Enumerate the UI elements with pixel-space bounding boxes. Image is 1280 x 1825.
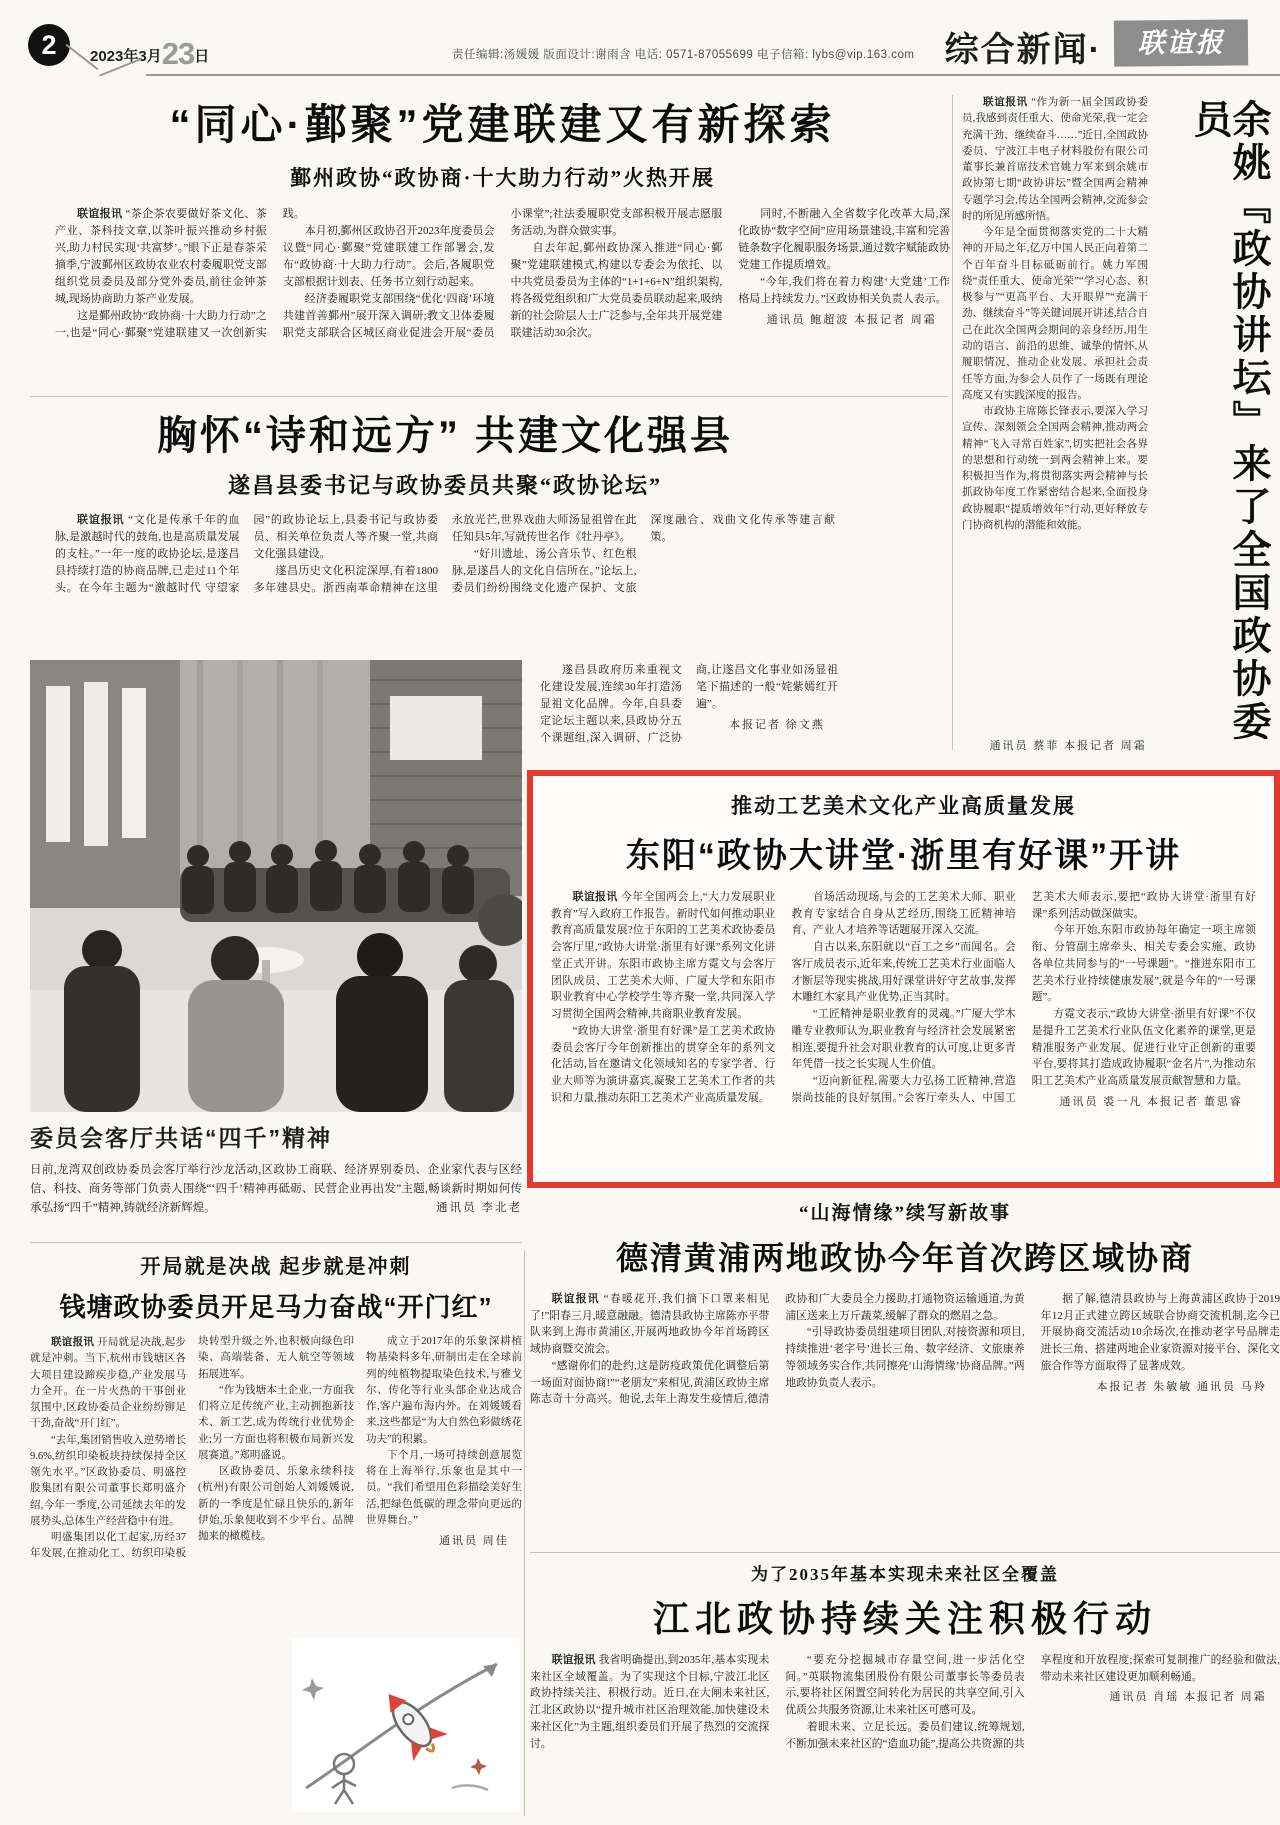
article-body: 遂昌县政府历来重视文化建设发展,连续30年打造汤显祖文化品牌。今年,自县委定论坛主题以来,县政协分五个课题组,深入调研、广泛协商,让遂昌文化事业如汤显祖笔下描述的一般“姹紫嫣红开遍”。 本报记者 徐文燕	[540, 664, 838, 745]
article-body: 联谊报讯 “春暖花开,我们摘下口罩来相见了!”阳春三月,暖意融融。德清县政协主席陈亦平带队来到上海市黄浦区,开展两地政协今年首场跨区域协商暨交流会。 “感谢你们的赴约,这是防疫政策优化调整后第一场面对面协商!”“老朋友”来相见,黄浦区政协主席陈志奇十分高兴。他说,去年上海发生疫情后,德清政协和广大委员全力援助,打通物资运输通道,为黄浦区送来上万斤蔬菜,缓解了群众的燃眉之急。 “引导政协委员组建项目团队,对接资源和项目,持续推进‘老字号’进长三角、数字经济、文旅康养等领域务实合作,共同擦亮‘山海情缘’协商品牌。”两地政协负责人表示。 据了解,德清县政协与上海黄浦区政协于2019年12月正式建立跨区域联合协商交流机制,迄今已开展协商交流活动10余场次,在推动老字号品牌走进长三角、搭建两地企业家资源对接平台、深化文旅合作等方面取得了显著成效。 本报记者 朱敏敏 通讯员 马羚	[530, 1293, 1280, 1406]
section-divider	[30, 396, 948, 397]
article-body: 联谊报讯 “文化是传承千年的血脉,是激越时代的鼓角,也是高质量发展的支柱。”一年一度的政协论坛,是遂昌县持续打造的协商品牌,已走过11个年头。在今年主题为“激越时代 守望家园”的政协论坛上,县委书记与政协委员、相关单位负责人等齐聚一堂,共商文化强县建设。 遂昌历史文化积淀深厚,有着1800多年建县史。浙西南革命精神在这里永放光芒,世界戏曲大师汤显祖曾在此任知县5年,写就传世名作《牡丹亭》。 “好川遗址、汤公音乐节、红色根脉,是遂昌人的文化自信所在。”论坛上,委员们纷纷围绕文化遗产保护、文旅深度融合、戏曲文化传承等建言献策。	[55, 514, 835, 595]
column-divider	[952, 95, 953, 750]
article-byline: 本报记者 朱敏敏 通讯员 马羚	[1096, 1380, 1267, 1393]
article-byline: 通讯员 裘一凡 本报记者 董思睿	[1059, 1095, 1243, 1108]
section-divider	[530, 1552, 1280, 1553]
article-headline: 钱塘政协委员开足马力奋战“开门红”	[59, 1292, 493, 1322]
article-kicker: 为了2035年基本实现未来社区全覆盖	[751, 1565, 1059, 1584]
article-qiantang	[30, 1250, 522, 1816]
highlighted-article-dongyang	[527, 770, 1280, 1188]
page-number-badge: 2	[28, 24, 70, 66]
date-suffix: 日	[194, 48, 210, 65]
article-suichang-tail	[540, 662, 838, 760]
caption-body: 日前,龙湾双创政协委员会客厅举行沙龙活动,区政协工商联、经济界别委员、企业家代表与区经信、科技、商务等部门负责人围绕“‘四千’精神再砥砺、民营企业再出发”主题,畅谈新时期如何传承弘扬“四千”精神,铸就经济新辉煌。	[30, 1164, 522, 1214]
article-headline: 江北政协持续关注积极行动	[652, 1598, 1157, 1639]
caption-byline: 通讯员 李北老	[436, 1201, 522, 1214]
article-byline: 通讯员 鲍超波 本报记者 周霜	[766, 314, 937, 327]
article-byline: 通讯员 周佳	[439, 1535, 509, 1548]
article-byline: 通讯员 肖瑶 本报记者 周霜	[1109, 1691, 1267, 1704]
article-body: 联谊报讯 我省明确提出,到2035年,基本实现未来社区全域覆盖。为了实现这个目标,宁波江北区政协持续关注、积极行动。近日,在大闸未来社区,江北区政协以“提升城市社区治理效能,加快建设未来社区化”为主题,组织委员们开展了热烈的交流探讨。 “要充分挖掘城市存量空间,进一步活化空间。”英联物流集团股份有限公司董事长等委员表示,要将社区闲置空间转化为居民的共享空间,引入优质公共服务资源,让未来社区可感可及。 着眼未来、立足长远。委员们建议,统筹规划,不断加强未来社区的“造血功能”,提高公共资源的共享程度和开放程度;探索可复制推广的经验和做法,带动未来社区建设更加顺利畅通。 通讯员 肖瑶 本报记者 周霜	[530, 1654, 1280, 1750]
article-body: 联谊报讯 “茶企茶农要做好茶文化、茶产业、茶科技文章,以茶叶振兴推动乡村振兴,助力村民实现‘共富梦’。”眼下正是春茶采摘季,宁波鄞州区政协农业农村委履职党支部组织党员委员及部分党外委员,前往金钟茶城,现场协商助力茶产业发展。 这是鄞州政协“政协商·十大助力行动”之一,也是“同心·鄞聚”党建联建又一次创新实践。 本月初,鄞州区政协召开2023年度委员会议暨“同心·鄞聚”党建联建工作部署会,发布“政协商·十大助力行动”。会后,各履职党支部根据计划表、任务书立刻行动起来。 经济委履职党支部围绕“优化‘四商’环境 共建首善鄞州”展开深入调研;教文卫体委履职党支部联合区城区商业促进会开展“委员小课堂”;社法委履职党支部积极开展志愿服务活动,为群众做实事。 自去年起,鄞州政协深入推进“同心·鄞聚”党建联建模式,构建以专委会为依托、以中共党员委员为主体的“1+1+6+N”组织架构,将各级党组织和广大党员委员联动起来,吸纳新的社会阶层人士广泛参与,全年共开展党建联建活动30余次。 同时,不断融入全省数字化改革大局,深化政协“数字空间”应用场景建设,丰富和完善链条数字化履职服务场景,通过数字赋能政协党建工作提质增效。 “今年,我们将在着力构建‘大党建’工作格局上持续发力。”区政协相关负责人表示。 通讯员 鲍超波 本报记者 周霜	[55, 208, 950, 340]
article-headline: 胸怀“诗和远方” 共建文化强县	[156, 414, 734, 458]
date-prefix: 2023年3月	[90, 48, 162, 65]
caption-title: 委员会客厅共话“四千”精神	[30, 1125, 332, 1151]
cartoon-illustration	[292, 1638, 520, 1812]
article-byline: 本报记者 徐文燕	[729, 719, 825, 732]
article-headline: 东阳“政协大讲堂·浙里有好课”开讲	[625, 837, 1182, 875]
article-kicker: 开局就是决战 起步就是冲刺	[140, 1256, 412, 1278]
caption-text	[30, 1161, 522, 1218]
vertical-headline: 余姚『政协讲坛』来了全国政协委员	[1188, 99, 1270, 744]
article-subhead: 鄞州政协“政协商·十大助力行动”火热开展	[289, 166, 715, 190]
masthead-logo: 联谊报	[1114, 19, 1248, 66]
article-kicker: “山海情缘”续写新故事	[798, 1203, 1011, 1224]
article-headline: 德清黄浦两地政协今年首次跨区域协商	[615, 1240, 1194, 1276]
article-jiangbei	[530, 1560, 1280, 1800]
header-divider	[146, 74, 1280, 76]
editor-info: 责任编辑:汤媛媛 版面设计:谢雨含 电话: 0571-87055699 电子信箱: lybs@vip.163.com	[452, 49, 915, 61]
article-kicker: 推动工艺美术文化产业高质量发展	[731, 794, 1076, 818]
article-body: 联谊报讯 今年全国两会上,“大力发展职业教育”写入政府工作报告。新时代如何推动职业教育高质量发展?位于东阳的工艺美术政协委员会客厅里,“政协大讲堂·浙里有好课”系列文化讲堂正式开讲。东阳市政协主席方霓文与会客厅团队成员、工艺美术大师、广厦大学和东阳市职业教育中心学校学生等齐聚一堂,共同深入学习贯彻全国两会精神,共商职业教育发展。 “政协大讲堂·浙里有好课”是工艺美术政协委员会客厅今年创新推出的贯穿全年的系列文化活动,旨在邀请文化领域知名的专家学者、行业大师等为演讲嘉宾,凝聚工艺美术工作者的共识和力量,推动东阳工艺美术产业高质量发展。 首场活动现场,与会的工艺美术大师、职业教育专家结合自身从艺经历,围绕工匠精神培育、产业人才培养等话题展开深入交流。 自古以来,东阳就以“百工之乡”而闻名。会客厅成员表示,近年来,传统工艺美术行业面临人才断层等现实挑战,用好课堂讲好守艺故事,发挥木雕红木家具产业优势,正当其时。 “工匠精神是职业教育的灵魂。”广厦大学木雕专业教师认为,职业教育与经济社会发展紧密相连,要提升社会对职业教育的认可度,让更多青年凭借一技之长实现人生价值。 “迈向新征程,需要大力弘扬工匠精神,营造崇尚技能的良好氛围。”会客厅牵头人、中国工艺美术大师表示,要把“政协大讲堂·浙里有好课”系列活动做深做实。 今年开始,东阳市政协每年确定一项主席领衔、分管副主席牵头、相关专委会实施、政协各单位共同参与的“一号课题”。“推进东阳市工艺美术行业持续健康发展”,就是今年的“一号课题”。 方霓文表示,“政协大讲堂·浙里有好课”不仅是提升工艺美术行业队伍文化素养的课堂,更是精准服务产业发展、促进行业守正创新的重要平台,要将其打造成政协履职“金名片”,为推动东阳工艺美术产业高质量发展贡献智慧和力量。 通讯员 裘一凡 本报记者 董思睿	[551, 889, 1256, 1175]
date-day: 23	[161, 36, 195, 71]
meeting-photo-graphic	[30, 660, 522, 1112]
article-tongxin-yinju	[55, 92, 950, 384]
news-photo	[30, 660, 522, 1112]
article-subhead: 遂昌县委书记与政协委员共聚“政协论坛”	[227, 473, 662, 498]
article-body: 联谊报讯 开局就是决战,起步就是冲刺。当下,杭州市钱塘区各大项目建设蹄疾步稳,产业发展马力全开。在一片火热的干事创业氛围中,区政协委员企业纷纷铆足干劲,奋战“开门红”。 “去年,集团销售收入逆势增长9.6%,纺织印染板块持续保持全区领先水平。”区政协委员、明盛控股集团有限公司董事长郑明盛介绍,今年一季度,公司延续去年的发展势头,总体生产经营稳中有进。 明盛集团以化工起家,历经37年发展,在推动化工、纺织印染板块转型升级之外,也积极向绿色印染、高端装备、无人航空等领域拓展进军。 “作为钱塘本土企业,一方面我们将立足传统产业,主动拥抱新技术、新工艺,成为传统行业优势企业;另一方面也将积极布局新兴发展赛道。”郑明盛说。 区政协委员、乐象永续科技(杭州)有限公司创始人刘媛媛说,新的一季度是忙碌且快乐的,新年伊始,乐象便收到不少平台、品牌抛来的橄榄枝。 成立于2017年的乐象深耕植物基染料多年,研制出走在全球前列的纯植物提取染色技术,与雅戈尔、传化等行业头部企业达成合作,客户遍布海内外。在刘媛媛看来,这些都是“为大自然色彩做绣花功夫”的积累。 下个月,一场可持续创意展览将在上海举行,乐象也是其中一员。“我们希望用色彩描绘美好生活,把绿色低碳的理念带向更远的世界舞台。” 通讯员 周佳	[30, 1336, 522, 1560]
article-headline: “同心·鄞聚”党建联建又有新探索	[169, 101, 836, 148]
article-deqing-huangpu	[530, 1198, 1280, 1503]
section-title: 综合新闻·	[944, 31, 1102, 69]
section-divider	[30, 1242, 522, 1243]
article-byline: 通讯员 蔡菲 本报记者 周霜	[989, 740, 1147, 752]
column-divider	[524, 1250, 525, 1816]
article-yuyao-jiangtan	[962, 95, 1268, 753]
rocket-doodle-graphic	[292, 1638, 520, 1812]
photo-caption	[30, 1120, 522, 1218]
article-body: 联谊报讯 “作为新一届全国政协委员,我感到责任重大、使命光荣,我一定会充满干劲、继续奋斗……”近日,全国政协委员、宁波江丰电子材料股份有限公司董事长兼首席技术官姚力军来到余姚市政协第七期“政协讲坛”暨全国两会精神专题学习会,传达全国两会精神,交流参会时的所见所感所悟。 今年是全面贯彻落实党的二十大精神的开局之年,亿万中国人民正向着第二个百年奋斗目标砥砺前行。姚力军围绕“责任重大、使命光荣”“学习心态、积极参与”“更高平台、大开眼界”“充满干劲、继续奋斗”等关键词展开讲述,结合自己在此次全国两会期间的亲身经历,用生动的语言、前沿的思维、诚挚的情怀,从履职情况、推动企业发展、承担社会责任等方面,为参会人员作了一场既有理论高度又有实践深度的报告。 市政协主席陈长锋表示,要深入学习宣传、深刻领会全国两会精神,推动两会精神“飞入寻常百姓家”,切实把社会各界的思想和行动统一到两会精神上来。要积极担当作为,将贯彻落实两会精神与长抓政协年度工作紧密结合起来,全面投身政协履职“提质增效年”行动,更好释放专门协商机构的潜能和效能。	[962, 97, 1148, 531]
page-date	[90, 36, 209, 72]
article-suichang-luntan	[55, 404, 835, 652]
